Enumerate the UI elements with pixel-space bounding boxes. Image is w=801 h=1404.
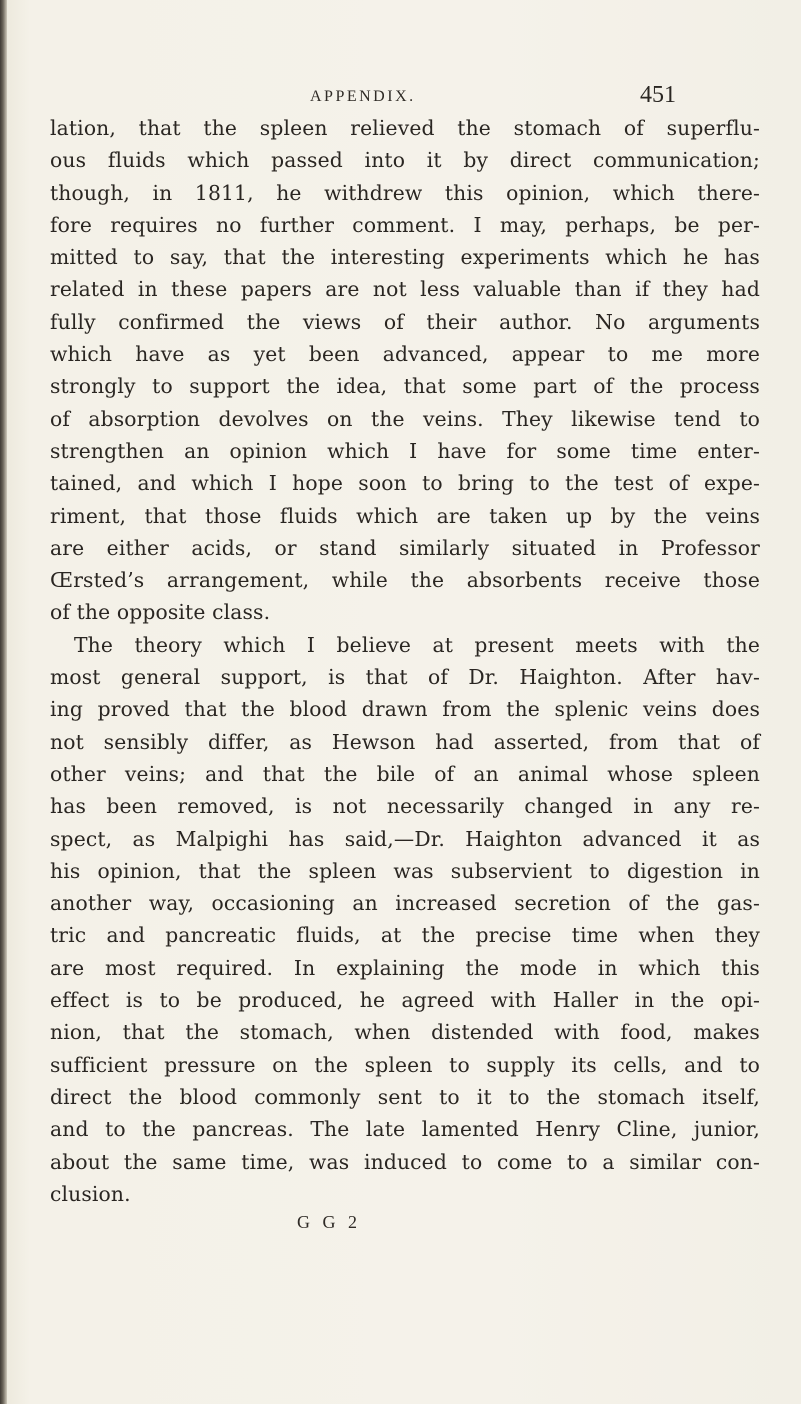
paragraph-end-line: clusion. xyxy=(50,1181,131,1206)
text-line: related in these papers are not less valuable than if they had xyxy=(50,277,760,302)
text-line: his opinion, that the spleen was subservient to digestion in xyxy=(50,858,760,883)
text-line: strongly to support the idea, that some part of the process xyxy=(50,374,760,399)
text-line: strengthen an opinion which I have for some time enter- xyxy=(50,438,760,463)
text-line: most general support, is that of Dr. Haighton. After hav- xyxy=(50,665,760,690)
text-line: and to the pancreas. The late lamented Henry Cline, junior, xyxy=(50,1117,760,1142)
body-text xyxy=(50,112,760,1210)
text-line: mitted to say, that the interesting experiments which he has xyxy=(50,245,760,270)
text-line: Œrsted’s arrangement, while the absorbents receive those xyxy=(50,568,760,593)
text-line: fore requires no further comment. I may, perhaps, be per- xyxy=(50,212,760,237)
text-line: ous fluids which passed into it by direct communication; xyxy=(50,148,760,173)
text-line: lation, that the spleen relieved the stomach of superflu- xyxy=(50,116,760,140)
text-line: effect is to be produced, he agreed with Haller in the opi- xyxy=(50,988,760,1013)
text-line: has been removed, is not necessarily changed in any re- xyxy=(50,794,760,819)
text-line: which have as yet been advanced, appear to me more xyxy=(50,342,760,367)
text-line: fully confirmed the views of their author. No arguments xyxy=(50,309,760,334)
text-line: though, in 1811, he withdrew this opinion, which there- xyxy=(50,180,760,205)
paragraph-start-line: The theory which I believe at present meets with the xyxy=(74,632,760,657)
paragraph-end-line: of the opposite class. xyxy=(50,600,271,625)
text-line: another way, occasioning an increased secretion of the gas- xyxy=(50,891,760,916)
text-line: spect, as Malpighi has said,—Dr. Haighton advanced it as xyxy=(50,826,760,851)
running-head: APPENDIX. xyxy=(310,88,416,105)
page-number: 451 xyxy=(640,82,676,108)
text-line: tained, and which I hope soon to bring to the test of expe- xyxy=(50,471,760,496)
text-line: riment, that those fluids which are taken up by the veins xyxy=(50,503,760,528)
binding-edge xyxy=(0,0,7,1404)
text-line: about the same time, was induced to come to a similar con- xyxy=(50,1149,760,1174)
text-line: tric and pancreatic fluids, at the precise time when they xyxy=(50,923,760,948)
text-line: not sensibly differ, as Hewson had asserted, from that of xyxy=(50,729,760,754)
text-line: nion, that the stomach, when distended with food, makes xyxy=(50,1020,760,1045)
page-header xyxy=(0,82,801,112)
text-line: of absorption devolves on the veins. They likewise tend to xyxy=(50,406,760,431)
text-line: ing proved that the blood drawn from the splenic veins does xyxy=(50,697,760,722)
text-line: are either acids, or stand similarly situated in Professor xyxy=(50,535,760,560)
text-line: other veins; and that the bile of an animal whose spleen xyxy=(50,761,760,786)
signature-mark: G G 2 xyxy=(297,1212,361,1232)
text-line: sufficient pressure on the spleen to supply its cells, and to xyxy=(50,1052,760,1077)
text-line: direct the blood commonly sent to it to the stomach itself, xyxy=(50,1084,760,1109)
text-line: are most required. In explaining the mode in which this xyxy=(50,955,760,980)
